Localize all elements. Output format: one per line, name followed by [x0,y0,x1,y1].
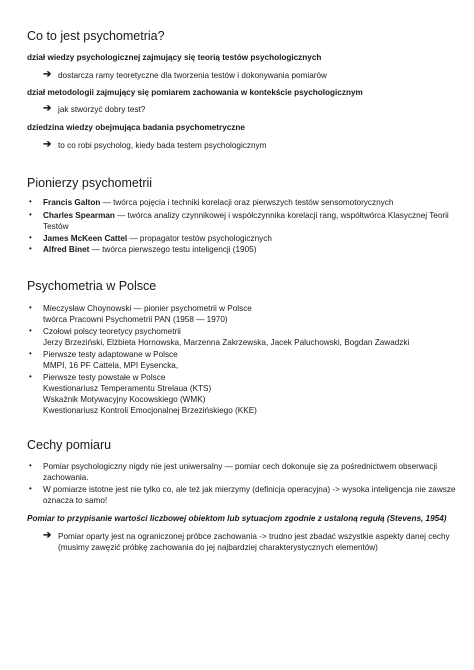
bullet-icon: • [29,210,32,219]
definition-1-point: dostarcza ramy teoretyczne dla tworzenia testów i dokonywania pomiarów [58,71,327,80]
definition-3: dziedzina wiedzy obejmująca badania psychometryczne [27,123,245,132]
definition-2-point: jak stworzyć dobry test? [58,105,146,114]
feature-bullet-1: Pomiar psychologiczny nigdy nie jest uniwersalny — pomiar cech dokonuje się za pośrednictwem obserwacji [43,462,438,471]
arrow-right-icon: ➔ [43,103,52,114]
pioneer-item [43,198,393,207]
poland-item-title: Czołowi polscy teoretycy psychometrii [43,327,181,336]
feature-bullet-2-continued: oznacza to samo! [43,496,108,505]
pioneer-name: Francis Galton [43,198,101,207]
poland-item-title: Mieczysław Choynowski — pionier psychometrii w Polsce [43,304,252,313]
bullet-icon: • [29,349,32,358]
pioneer-name: Charles Spearman [43,211,115,220]
bullet-icon: • [29,197,32,206]
bullet-icon: • [29,244,32,253]
bullet-icon: • [29,484,32,493]
definition-3-point: to co robi psycholog, kiedy bada testem psychologicznym [58,141,267,150]
pioneer-item [43,211,449,220]
bullet-icon: • [29,233,32,242]
poland-item-title: Pierwsze testy powstałe w Polsce [43,373,166,382]
arrow-right-icon: ➔ [43,69,52,80]
pioneer-desc: — twórca pojęcia i techniki korelacji oraz pierwszych testów sensomotorycznych [100,198,394,207]
poland-item-detail: Wskaźnik Motywacyjny Kocowskiego (WMK) [43,395,206,404]
section-title-what-is-psychometrics: Co to jest psychometria? [27,29,165,43]
definition-1: dział wiedzy psychologicznej zajmujący się teorią testów psychologicznych [27,53,322,62]
feature-bullet-2: W pomiarze istotne jest nie tylko co, ale też jak mierzymy (definicja operacyjna) -> wysoka inteligencja nie zawsze [43,485,456,494]
feature-bullet-1-continued: zachowania. [43,473,89,482]
pioneer-desc-continued: Testów [43,222,69,231]
bullet-icon: • [29,372,32,381]
arrow-right-icon: ➔ [43,530,52,541]
section-title-pioneers: Pionierzy psychometrii [27,176,153,190]
pioneer-name: James McKeen Cattel [43,234,128,243]
pioneer-item [43,245,256,254]
pioneer-desc: — twórca pierwszego testu inteligencji (1905) [89,245,257,254]
arrow-right-icon: ➔ [43,139,52,150]
poland-item-detail: Jerzy Brzeziński, Elżbieta Hornowska, Marzenna Zakrzewska, Jacek Paluchowski, Bogdan Zawadzki [43,338,410,347]
measurement-definition: Pomiar to przypisanie wartości liczbowej obiektom lub sytuacjom zgodnie z ustaloną regułą (Stevens, 1954) [27,514,447,523]
pioneer-name: Alfred Binet [43,245,90,254]
poland-item-detail: Kwestionariusz Temperamentu Strelaua (KTS) [43,384,212,393]
poland-item-detail: MMPI, 16 PF Cattela, MPI Eysencka, [43,361,179,370]
section-title-measurement-features: Cechy pomiaru [27,438,112,452]
pioneer-item [43,234,272,243]
sample-note: Pomiar oparty jest na ograniczonej próbce zachowania -> trudno jest zbadać wszystkie aspekty danej cechy [58,532,450,541]
poland-item-title: Pierwsze testy adaptowane w Polsce [43,350,178,359]
bullet-icon: • [29,326,32,335]
bullet-icon: • [29,303,32,312]
section-title-psychometrics-in-poland: Psychometria w Polsce [27,279,157,293]
sample-note-continued: (musimy zawęzić próbkę zachowania do jej najbardziej charakterystycznych elementów) [58,543,378,552]
poland-item-detail: twórca Pracowni Psychometrii PAN (1958 — 1970) [43,315,228,324]
pioneer-desc: — propagator testów psychologicznych [127,234,272,243]
pioneer-desc: — twórca analizy czynnikowej i współczynnika korelacji rang, współtwórca Klasycznej Teorii [114,211,449,220]
definition-2: dział metodologii zajmujący się pomiarem zachowania w kontekście psychologicznym [27,88,363,97]
poland-item-detail: Kwestionariusz Kontroli Emocjonalnej Brzezińskiego (KKE) [43,406,257,415]
bullet-icon: • [29,461,32,470]
